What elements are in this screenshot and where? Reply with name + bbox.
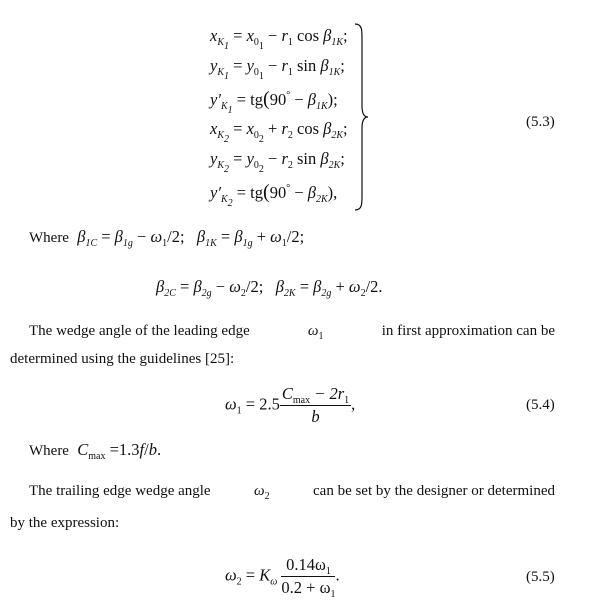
sym: y′ [210, 183, 221, 202]
sub: K [217, 37, 224, 48]
sub: 1 [325, 566, 331, 577]
sym: ω [270, 227, 282, 246]
sym: β [320, 56, 329, 75]
sym: x [246, 119, 254, 138]
sym: β [323, 26, 332, 45]
function: sin [297, 56, 317, 75]
operator: − [268, 56, 278, 75]
end: ; [343, 26, 348, 45]
paragraph-1-line-2: determined using the guidelines [25]: [10, 351, 235, 367]
system-line-3: $y'_{K_1} = tg(90^\circ - \beta_{1K})$; [210, 88, 338, 116]
sub: K [217, 160, 224, 171]
sym: f [139, 440, 145, 459]
sym: β [234, 227, 243, 246]
equation-system-5-3 [210, 22, 370, 212]
text-run: can be set by the designer or determined [313, 483, 555, 499]
function: tg [250, 90, 264, 109]
end: ; [340, 149, 345, 168]
sym: β [307, 90, 316, 109]
sym: x [210, 26, 218, 45]
tail: /2; [286, 227, 305, 246]
subsub: 1 [258, 41, 264, 52]
sub: 1K [331, 37, 344, 48]
sub: 1K [328, 67, 341, 78]
tail: , [351, 394, 356, 414]
sub: 0 [253, 160, 259, 171]
sub: 2K [328, 160, 341, 171]
tail: . [335, 565, 340, 585]
equation-number-5-5: (5.5) [526, 569, 555, 585]
fraction [280, 386, 351, 425]
operator: + [268, 119, 278, 138]
sym: x [210, 119, 218, 138]
sub: K [220, 194, 228, 205]
end: ), [327, 183, 338, 202]
numerator [280, 386, 351, 406]
end: ; [343, 119, 348, 138]
sub: 2C [164, 288, 176, 299]
operator: − [215, 277, 226, 296]
sym: ω [225, 565, 237, 585]
equation-number-5-4: (5.4) [526, 397, 555, 413]
denominator: b [311, 406, 320, 426]
sub: 2 [360, 288, 366, 299]
sym: C [281, 384, 293, 403]
sym: β [313, 277, 322, 296]
sub: 1g [122, 238, 133, 249]
sym: y [246, 149, 254, 168]
sym: y′ [210, 90, 221, 109]
right-brace-icon [353, 22, 369, 212]
sym: y [210, 56, 218, 75]
where-line-1: Where $\beta_{1C} = \beta_{1g} - \omega_1/2$; $\beta_{1K} = \beta_{1g} + \omega_1/2$; [29, 227, 305, 249]
sym: r [281, 26, 288, 45]
sub: max [88, 451, 106, 462]
subsub: 2 [224, 164, 229, 175]
operator: + [256, 227, 267, 246]
sub: 1C [85, 238, 98, 249]
subsub: 2 [258, 164, 264, 175]
where-line-2: $\beta_{2C} = \beta_{2g} - \omega_2/2$; $\beta_{2K} = \beta_{2g} + \omega_2/2$. [156, 277, 383, 299]
paragraph-2-line-1 [29, 483, 555, 502]
subsub: 1 [227, 105, 233, 116]
where-word: Where [29, 230, 69, 246]
sub: 2 [236, 576, 242, 588]
operator: − [268, 149, 278, 168]
sub: 0 [253, 130, 259, 141]
sub: max [292, 395, 311, 406]
sym: β [320, 149, 329, 168]
function: cos [297, 26, 319, 45]
sub: 1 [162, 238, 168, 249]
fraction [281, 555, 336, 600]
paragraph-2-line-2: by the expression: [10, 515, 120, 531]
sub: 1 [330, 588, 336, 600]
system-line-5: $y_{K_2} = y_{0_2} - r_2$ $\sin \beta_{2K}$; [210, 149, 345, 175]
sub: K [217, 130, 224, 141]
sym: b [148, 440, 157, 459]
sym: r [281, 119, 288, 138]
sub: 1 [344, 395, 350, 406]
sym: β [196, 227, 206, 246]
end: . [156, 440, 162, 459]
sym: C [77, 440, 89, 459]
sub: 1g [242, 238, 253, 249]
sub: 1K [205, 238, 217, 249]
operator: + [335, 277, 345, 296]
sub: 0 [253, 67, 259, 78]
where-word: Where [29, 443, 69, 459]
sym: β [156, 277, 165, 296]
omega-symbol: ω [307, 323, 319, 339]
sub: 2 [264, 491, 270, 502]
degree: ° [286, 183, 291, 194]
sub: 2 [287, 130, 293, 141]
sub: 2 [240, 288, 246, 299]
number: 90 [269, 183, 287, 202]
sym: β [193, 277, 202, 296]
sub: 1 [318, 331, 324, 342]
sym: β [323, 119, 332, 138]
equation-number-5-3: (5.3) [526, 114, 555, 130]
sym: β [307, 183, 316, 202]
sub: 2K [331, 130, 344, 141]
subsub: 1 [224, 41, 229, 52]
sub: K [217, 67, 224, 78]
tail: /2; [245, 277, 264, 296]
numerator [281, 557, 335, 577]
number: 90 [269, 90, 287, 109]
rest: − 2r [314, 384, 345, 403]
system-line-6: $y'_{K_2} = tg(90^\circ - \beta_{2K})$, [210, 181, 338, 209]
system-line-4: $x_{K_2} = x_{0_2} + r_2$ $\cos \beta_{2K}$; [210, 119, 348, 145]
subsub: 1 [258, 71, 264, 82]
slash: / [144, 440, 149, 459]
sym: ω [225, 394, 237, 414]
operator: − [294, 90, 304, 109]
num-text: 0.14ω [286, 555, 326, 574]
sym: K [259, 565, 271, 585]
text-run: in first approximation can be [381, 323, 555, 339]
sym: ω [150, 227, 163, 246]
sub: 2K [315, 194, 328, 205]
sym: y [210, 149, 218, 168]
function: tg [250, 183, 264, 202]
subsub: 2 [224, 134, 229, 145]
sym: ω [348, 277, 361, 296]
sym: ω [229, 277, 241, 296]
function: sin [297, 149, 317, 168]
end: ; [340, 56, 345, 75]
denominator [281, 577, 336, 600]
end: ); [327, 90, 338, 109]
sym: β [114, 227, 123, 246]
sym: y [246, 56, 254, 75]
system-line-2: $y_{K_1} = y_{0_1} - r_1$ $\sin \beta_{1K}$; [210, 56, 345, 82]
sub: 1K [315, 101, 328, 112]
den-text: 0.2 + ω [281, 577, 331, 597]
paragraph-1-line-1 [29, 323, 555, 342]
subsub: 2 [227, 198, 233, 209]
sub: 0 [253, 37, 259, 48]
sub: 1 [287, 67, 293, 78]
tail: /2. [365, 277, 383, 296]
tail: /2; [167, 227, 185, 246]
sym: β [77, 227, 86, 246]
coefficient: 2.5 [259, 394, 280, 414]
sub: 2g [201, 288, 212, 299]
system-line-1: $x_{K_1} = x_{0_1} - r_1$ $\cos \beta_{1K}$; [210, 26, 348, 52]
text-run: The wedge angle of the leading edge [29, 323, 250, 339]
degree: ° [286, 90, 291, 101]
sub: 2g [321, 288, 332, 299]
operator: − [294, 183, 304, 202]
sym: r [281, 149, 288, 168]
number: 1.3 [118, 440, 140, 459]
sub: 1 [287, 37, 293, 48]
where-line-3: Where $C_{max} =1.3f/b$. [29, 440, 162, 462]
subsub: 1 [224, 71, 229, 82]
function: cos [297, 119, 319, 138]
sym: r [281, 56, 288, 75]
sym: β [275, 277, 284, 296]
equation-5-4: $\omega_1 = 2.5$ $\frac{C_{max} - 2r_1}{b}$ , [225, 384, 356, 426]
equation-5-5: $\omega_2 = K_\omega$ $\frac{0.14\omega_1}{0.2 + \omega_1}$ . [225, 555, 340, 600]
operator: − [268, 26, 278, 45]
text-run: The trailing edge wedge angle [29, 483, 211, 499]
sub: 2 [287, 160, 293, 171]
sym: x [246, 26, 254, 45]
operator: − [137, 227, 147, 246]
sub: ω [270, 576, 278, 588]
sub: 1 [281, 238, 287, 249]
sub: 1 [236, 405, 242, 417]
subsub: 2 [258, 134, 264, 145]
sub: K [220, 101, 228, 112]
omega-symbol: ω [254, 483, 265, 499]
sub: 2K [283, 288, 296, 299]
